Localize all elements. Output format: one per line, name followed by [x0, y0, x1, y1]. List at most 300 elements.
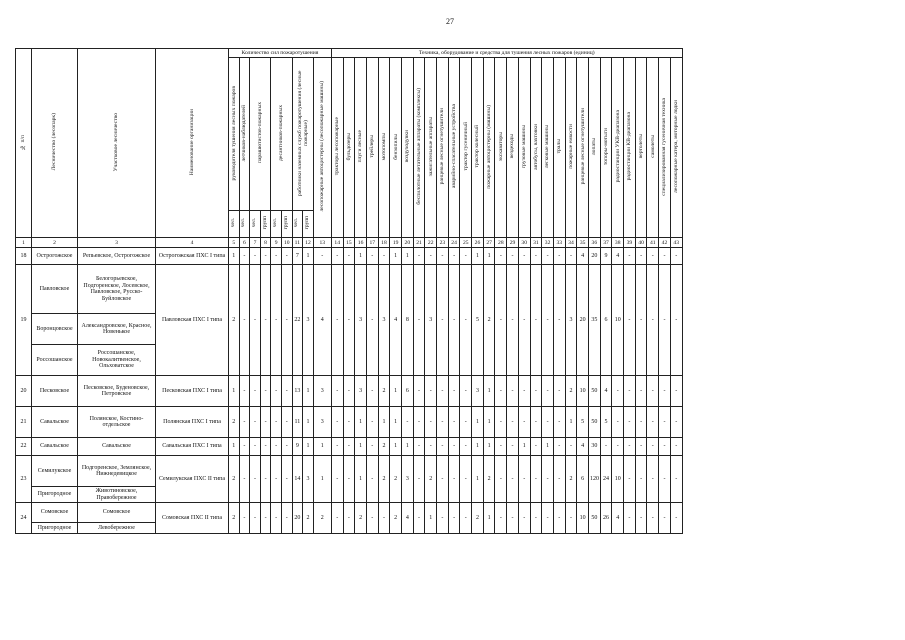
value-cell: 1	[303, 438, 314, 456]
value-cell: -	[413, 407, 425, 438]
value-cell: 13	[292, 376, 303, 407]
value-cell: -	[281, 248, 292, 265]
organization-cell: Острогожская ПХС I типа	[156, 248, 229, 265]
value-cell: -	[331, 503, 343, 534]
value-cell: -	[250, 248, 261, 265]
header-equipment-16	[518, 58, 530, 238]
value-cell: -	[507, 265, 519, 376]
value-cell: -	[448, 407, 460, 438]
value-cell: 1	[229, 438, 240, 456]
value-cell: 2	[303, 503, 314, 534]
value-cell: -	[553, 407, 565, 438]
subheader-6	[292, 211, 303, 238]
value-cell: 3	[303, 265, 314, 376]
column-number-29: 29	[507, 238, 519, 248]
column-number-39: 39	[624, 238, 636, 248]
value-cell: -	[343, 407, 355, 438]
value-cell: 1	[390, 438, 402, 456]
value-cell: -	[518, 248, 530, 265]
lesnichestvo-cell: Савальское	[32, 407, 78, 438]
value-cell: 3	[303, 456, 314, 503]
value-cell: -	[366, 376, 378, 407]
value-cell: -	[331, 456, 343, 503]
column-number-43: 43	[670, 238, 682, 248]
value-cell: -	[553, 438, 565, 456]
column-number-5: 5	[229, 238, 240, 248]
header-equipment-16-text: грузовые машины	[521, 124, 528, 169]
column-number-26: 26	[472, 238, 484, 248]
header-equipment-15-text: вездеходы	[509, 134, 516, 159]
value-cell: -	[448, 503, 460, 534]
value-cell: 20	[588, 248, 600, 265]
value-cell: 4	[600, 376, 612, 407]
value-cell: 10	[612, 265, 624, 376]
value-cell: -	[659, 265, 671, 376]
header-equipment-22-text: лопаты	[591, 137, 598, 156]
value-cell: -	[542, 376, 554, 407]
value-cell: 1	[483, 503, 495, 534]
header-force-2	[250, 58, 271, 211]
value-cell: -	[271, 265, 282, 376]
value-cell: 3	[565, 265, 577, 376]
header-equipment-25-text: радиостанции КВ-диапазона	[626, 112, 633, 181]
value-cell: -	[495, 376, 507, 407]
header-equipment-25	[624, 58, 636, 238]
header-equipment-5-text: бензопилы	[392, 133, 399, 160]
value-cell: -	[437, 438, 449, 456]
lesnichestvo-cell: Пригородное	[32, 523, 78, 534]
value-cell: 2	[229, 503, 240, 534]
value-cell: 2	[378, 376, 390, 407]
value-cell: -	[542, 456, 554, 503]
value-cell: -	[647, 248, 659, 265]
header-equipment-23-text: топоры-мотыги	[602, 127, 609, 166]
header-equipment-24-text: радиостанции УКВ-диапазона	[614, 110, 621, 183]
value-cell: -	[565, 248, 577, 265]
column-number-24: 24	[448, 238, 460, 248]
row-number: 24	[16, 503, 32, 534]
value-cell: -	[448, 456, 460, 503]
value-cell: -	[437, 456, 449, 503]
value-cell: -	[366, 438, 378, 456]
value-cell: -	[530, 438, 542, 456]
value-cell: -	[437, 265, 449, 376]
header-equipment-7-text: беспилотные летательные аппараты (комплексы)	[415, 88, 422, 205]
column-number-19: 19	[390, 238, 402, 248]
value-cell: -	[518, 456, 530, 503]
value-cell: 2	[355, 503, 367, 534]
value-cell: -	[507, 503, 519, 534]
value-cell: -	[518, 503, 530, 534]
value-cell: 2	[565, 376, 577, 407]
value-cell: -	[530, 376, 542, 407]
value-cell: 3	[401, 456, 413, 503]
value-cell: 1	[355, 407, 367, 438]
value-cell: 1	[401, 248, 413, 265]
value-cell: -	[495, 438, 507, 456]
value-cell: -	[281, 376, 292, 407]
value-cell: 10	[612, 456, 624, 503]
lesnichestvo-cell: Семилукское	[32, 456, 78, 487]
column-number-13: 13	[313, 238, 331, 248]
value-cell: -	[670, 376, 682, 407]
value-cell: -	[542, 265, 554, 376]
value-cell: -	[239, 376, 250, 407]
value-cell: 2	[378, 456, 390, 503]
value-cell: 1	[483, 376, 495, 407]
value-cell: 1	[483, 407, 495, 438]
lesnichestvo-cell: Острогожское	[32, 248, 78, 265]
value-cell: -	[425, 438, 437, 456]
value-cell: -	[495, 407, 507, 438]
header-equipment-27	[647, 58, 659, 238]
column-number-10: 10	[281, 238, 292, 248]
header-org	[156, 49, 229, 238]
value-cell: 2	[229, 265, 240, 376]
header-equipment-1-text: бульдозеры	[345, 132, 352, 161]
value-cell: -	[659, 438, 671, 456]
subheader-5	[281, 211, 292, 238]
value-cell: 3	[472, 376, 484, 407]
value-cell: 4	[577, 438, 589, 456]
column-number-12: 12	[303, 238, 314, 248]
value-cell: -	[366, 248, 378, 265]
value-cell: 3	[378, 265, 390, 376]
value-cell: -	[542, 248, 554, 265]
value-cell: -	[331, 438, 343, 456]
value-cell: 20	[577, 265, 589, 376]
subheader-4-text: чел.	[272, 218, 279, 228]
value-cell: -	[647, 503, 659, 534]
value-cell: -	[670, 248, 682, 265]
header-equipment-22	[588, 58, 600, 238]
value-cell: 1	[355, 248, 367, 265]
value-cell: -	[635, 265, 647, 376]
header-equipment-6	[401, 58, 413, 238]
fire-resources-table	[15, 48, 683, 534]
header-equipment-0-text: тракторы лесопожарные	[334, 117, 341, 176]
value-cell: 24	[600, 456, 612, 503]
value-cell: -	[239, 407, 250, 438]
value-cell: 2	[229, 407, 240, 438]
value-cell: -	[624, 376, 636, 407]
value-cell: -	[635, 456, 647, 503]
value-cell: 1	[425, 503, 437, 534]
value-cell: -	[460, 248, 472, 265]
header-force-4	[292, 58, 313, 211]
column-number-28: 28	[495, 238, 507, 248]
value-cell: -	[460, 407, 472, 438]
value-cell: -	[331, 265, 343, 376]
value-cell: 2	[378, 438, 390, 456]
value-cell: -	[413, 503, 425, 534]
header-equipment-26	[635, 58, 647, 238]
column-number-8: 8	[260, 238, 271, 248]
subheader-4	[271, 211, 282, 238]
value-cell: 1	[401, 438, 413, 456]
uchastkovoe-cell: Белогорьевское, Подгоренское, Лосевское, Павловское, Русско-Буйловское	[78, 265, 156, 314]
value-cell: 1	[472, 407, 484, 438]
column-number-3: 3	[78, 238, 156, 248]
lesnichestvo-cell: Россошанское	[32, 345, 78, 376]
value-cell: -	[530, 265, 542, 376]
subheader-5-text: групп	[282, 216, 289, 230]
header-equipment-15	[507, 58, 519, 238]
header-equipment-21-text: ранцевые лесные огнетушители	[579, 108, 586, 185]
row-number: 20	[16, 376, 32, 407]
uchastkovoe-cell: Подгоренское, Землянское, Нижнедевицкое	[78, 456, 156, 487]
column-number-2: 2	[32, 238, 78, 248]
value-cell: 20	[292, 503, 303, 534]
uchastkovoe-cell: Левобережное	[78, 523, 156, 534]
header-equipment-26-text: вертолеты	[637, 134, 644, 159]
value-cell: 120	[588, 456, 600, 503]
value-cell: -	[495, 248, 507, 265]
value-cell: -	[366, 456, 378, 503]
value-cell: -	[612, 376, 624, 407]
uchastkovoe-cell: Репьевское, Острогожское	[78, 248, 156, 265]
value-cell: -	[425, 248, 437, 265]
value-cell: -	[281, 265, 292, 376]
value-cell: -	[624, 456, 636, 503]
subheader-0	[229, 211, 240, 238]
header-force-0	[229, 58, 240, 211]
subheader-0-text: чел.	[229, 218, 236, 228]
value-cell: 1	[378, 407, 390, 438]
value-cell: -	[343, 376, 355, 407]
value-cell: -	[260, 248, 271, 265]
value-cell: -	[507, 248, 519, 265]
value-cell: -	[647, 456, 659, 503]
header-group-equipment: Техника, оборудование и средства для тушения лесных пожаров (единиц)	[331, 49, 682, 58]
value-cell: -	[343, 248, 355, 265]
row-number: 23	[16, 456, 32, 503]
value-cell: 1	[355, 456, 367, 503]
value-cell: 50	[588, 407, 600, 438]
header-org-text: Наименование организации	[188, 108, 195, 176]
value-cell: -	[647, 376, 659, 407]
header-equipment-3	[366, 58, 378, 238]
subheader-7	[303, 211, 314, 238]
header-equipment-28	[659, 58, 671, 238]
header-force-3-text: десантников-пожарных	[278, 104, 285, 161]
value-cell: -	[343, 503, 355, 534]
header-equipment-2-text: плуги лесные	[357, 130, 364, 163]
organization-cell: Песковская ПХС I типа	[156, 376, 229, 407]
value-cell: -	[448, 438, 460, 456]
uchastkovoe-cell: Александровское, Красное, Новенькое	[78, 314, 156, 345]
value-cell: -	[271, 438, 282, 456]
value-cell: 22	[292, 265, 303, 376]
value-cell: 1	[229, 376, 240, 407]
value-cell: -	[530, 407, 542, 438]
value-cell: 1	[483, 248, 495, 265]
value-cell: 4	[390, 265, 402, 376]
header-equipment-21	[577, 58, 589, 238]
value-cell: -	[281, 407, 292, 438]
header-equipment-17-text: автобусы, вахтовки	[532, 123, 539, 170]
organization-cell: Полянская ПХС I типа	[156, 407, 229, 438]
uchastkovoe-cell: Полянское, Костино-отдельское	[78, 407, 156, 438]
column-number-40: 40	[635, 238, 647, 248]
column-number-17: 17	[366, 238, 378, 248]
header-no	[16, 49, 32, 238]
value-cell: -	[378, 503, 390, 534]
header-equipment-17	[530, 58, 542, 238]
header-equipment-12-text: трактор колесный	[474, 125, 481, 168]
header-force-5-text: лесопожарные автоцистерны (лесопожарные машины)	[319, 81, 326, 212]
column-number-36: 36	[588, 238, 600, 248]
row-number: 22	[16, 438, 32, 456]
value-cell: -	[507, 456, 519, 503]
header-equipment-18	[542, 58, 554, 238]
value-cell: -	[260, 503, 271, 534]
value-cell: 2	[390, 503, 402, 534]
value-cell: 1	[472, 248, 484, 265]
value-cell: -	[624, 248, 636, 265]
value-cell: -	[250, 407, 261, 438]
value-cell: -	[670, 265, 682, 376]
organization-cell: Савальская ПХС I типа	[156, 438, 229, 456]
table-row	[16, 438, 683, 456]
header-equipment-9-text: ранцевые лесные огнетушители	[439, 108, 446, 185]
header-equipment-24	[612, 58, 624, 238]
lesnichestvo-cell: Воронцовское	[32, 314, 78, 345]
value-cell: 6	[401, 376, 413, 407]
value-cell: 1	[518, 438, 530, 456]
header-equipment-14	[495, 58, 507, 238]
value-cell: 1	[303, 376, 314, 407]
column-number-37: 37	[600, 238, 612, 248]
uchastkovoe-cell: Россошанское, Новокалитвенское, Ольховатское	[78, 345, 156, 376]
header-group-forces: Количество сил пожаротушения	[229, 49, 332, 58]
value-cell: -	[659, 407, 671, 438]
value-cell: 8	[401, 265, 413, 376]
lesnichestvo-cell: Павловское	[32, 265, 78, 314]
header-force-0-text: руководителя тушения лесных пожаров	[230, 85, 237, 181]
value-cell: 1	[483, 438, 495, 456]
value-cell: -	[260, 407, 271, 438]
row-number: 21	[16, 407, 32, 438]
column-number-16: 16	[355, 238, 367, 248]
value-cell: -	[542, 503, 554, 534]
column-number-33: 33	[553, 238, 565, 248]
value-cell: -	[437, 503, 449, 534]
value-cell: 2	[565, 456, 577, 503]
value-cell: 10	[577, 376, 589, 407]
header-equipment-19-text: тралы	[556, 139, 563, 154]
value-cell: 2	[425, 456, 437, 503]
subheader-7-text: групп	[303, 216, 310, 230]
value-cell: -	[281, 503, 292, 534]
header-equipment-6-text: воздуходувки	[404, 130, 411, 163]
value-cell: 2	[390, 456, 402, 503]
value-cell: -	[460, 438, 472, 456]
value-cell: -	[239, 503, 250, 534]
value-cell: 35	[588, 265, 600, 376]
subheader-6-text: чел.	[293, 218, 300, 228]
header-equipment-13	[483, 58, 495, 238]
column-number-31: 31	[530, 238, 542, 248]
value-cell: -	[271, 503, 282, 534]
value-cell: -	[495, 503, 507, 534]
value-cell: 5	[472, 265, 484, 376]
value-cell: -	[250, 376, 261, 407]
header-equipment-3-text: трейлеры	[369, 135, 376, 158]
header-uchastkovoe-text: Участковое лесничество	[113, 112, 120, 172]
header-lesnichestvo-text: Лесничество (лесопарк)	[51, 113, 58, 171]
value-cell: 6	[577, 456, 589, 503]
header-equipment-20-text: пожарные емкости	[567, 124, 574, 169]
value-cell: -	[260, 265, 271, 376]
value-cell: -	[635, 438, 647, 456]
value-cell: -	[530, 248, 542, 265]
header-equipment-4-text: мотопомпы	[380, 132, 387, 161]
value-cell: 2	[313, 503, 331, 534]
value-cell: 9	[292, 438, 303, 456]
uchastkovoe-cell: Животиновское, Правобережное	[78, 487, 156, 503]
header-force-1-text: летчиков-наблюдателей	[241, 104, 248, 162]
uchastkovoe-cell: Песковское, Буденовское, Петровское	[78, 376, 156, 407]
value-cell: -	[507, 438, 519, 456]
value-cell: -	[448, 248, 460, 265]
value-cell: -	[331, 376, 343, 407]
value-cell: 1	[542, 438, 554, 456]
value-cell: -	[670, 407, 682, 438]
column-number-30: 30	[518, 238, 530, 248]
value-cell: -	[460, 265, 472, 376]
lesnichestvo-cell: Савальское	[32, 438, 78, 456]
header-no-text: № п/п	[20, 134, 27, 150]
value-cell: -	[565, 503, 577, 534]
value-cell: -	[437, 248, 449, 265]
column-number-27: 27	[483, 238, 495, 248]
value-cell: -	[612, 407, 624, 438]
uchastkovoe-cell: Савальское	[78, 438, 156, 456]
value-cell: -	[313, 248, 331, 265]
value-cell: 3	[355, 376, 367, 407]
value-cell: 7	[292, 248, 303, 265]
column-number-22: 22	[425, 238, 437, 248]
value-cell: 4	[612, 503, 624, 534]
value-cell: -	[635, 376, 647, 407]
value-cell: 2	[472, 503, 484, 534]
value-cell: -	[239, 248, 250, 265]
header-equipment-14-text: экскаваторы	[497, 131, 504, 162]
value-cell: -	[271, 407, 282, 438]
column-number-38: 38	[612, 238, 624, 248]
value-cell: -	[239, 438, 250, 456]
header-equipment-5	[390, 58, 402, 238]
lesnichestvo-cell: Пригородное	[32, 487, 78, 503]
uchastkovoe-cell: Сомовское	[78, 503, 156, 523]
header-equipment-11	[460, 58, 472, 238]
value-cell: 2	[483, 456, 495, 503]
value-cell: -	[331, 248, 343, 265]
value-cell: -	[460, 376, 472, 407]
value-cell: -	[260, 456, 271, 503]
header-equipment-1	[343, 58, 355, 238]
column-number-15: 15	[343, 238, 355, 248]
value-cell: -	[331, 407, 343, 438]
value-cell: 2	[229, 456, 240, 503]
value-cell: 1	[303, 407, 314, 438]
header-force-3	[271, 58, 292, 211]
value-cell: -	[413, 438, 425, 456]
header-equipment-8-text: зажигательные аппараты	[427, 116, 434, 177]
table-row	[16, 407, 683, 438]
header-equipment-0	[331, 58, 343, 238]
